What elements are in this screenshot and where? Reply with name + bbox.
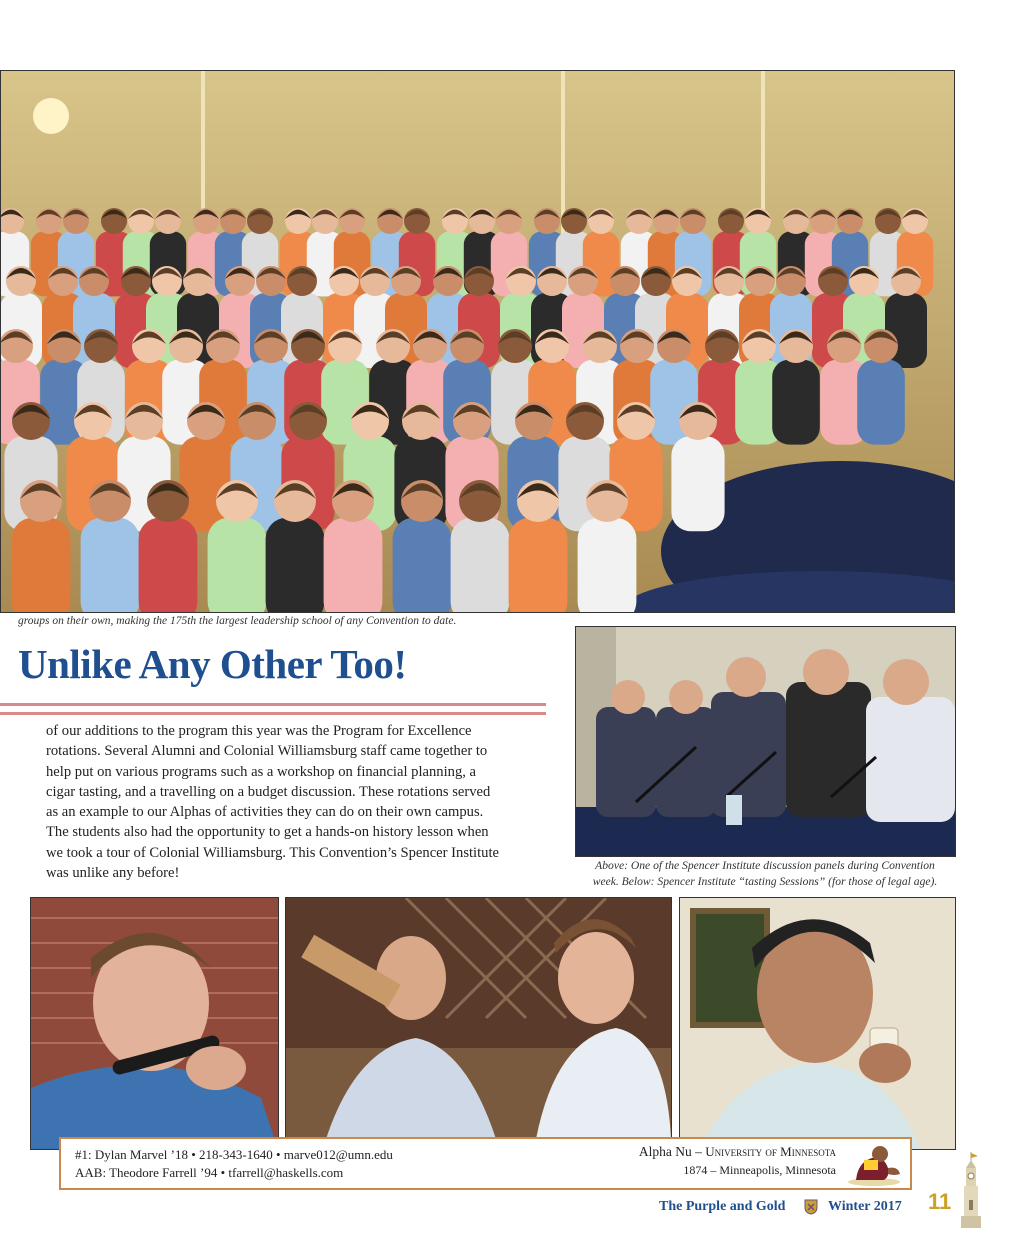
- crest-icon: [804, 1199, 818, 1215]
- page-number: 11: [928, 1189, 952, 1214]
- footer-issue: Winter 2017: [828, 1199, 902, 1214]
- chapter-contact-box: [59, 1137, 912, 1190]
- person-body: [324, 518, 383, 612]
- body-line: was unlike any before!: [46, 865, 180, 882]
- chapter-name: [639, 1144, 836, 1160]
- chapter-dash: –: [691, 1144, 706, 1159]
- body-line: we took a tour of Colonial Williamsburg. This Convention’s Spencer Institute: [46, 844, 499, 861]
- chapter-greek: Alpha Nu: [638, 1144, 692, 1159]
- body-line: help put on various programs such as a workshop on financial planning, a: [46, 763, 477, 780]
- contact-president: #1: Dylan Marvel ’18 • 218-343-1640 • marve012@umn.edu: [75, 1147, 393, 1162]
- body-line: cigar tasting, and a travelling on a budget discussion. These rotations served: [46, 783, 491, 800]
- gopher-logo: [844, 1142, 904, 1186]
- person-body: [772, 360, 820, 445]
- caption-line: week. Below: Spencer Institute “tasting Sessions” (for those of legal age).: [592, 874, 938, 888]
- caption-line: Above: One of the Spencer Institute discussion panels during Convention: [595, 859, 935, 872]
- chapter-school: University of Minnesota: [705, 1144, 836, 1159]
- tower-icon: [958, 1150, 984, 1230]
- article-body: [46, 721, 546, 883]
- person-body: [266, 518, 325, 612]
- person-body: [208, 518, 267, 612]
- headline-rule-bottom: [0, 712, 546, 715]
- chapter-founding: 1874 – Minneapolis, Minnesota: [683, 1163, 836, 1177]
- person-body: [671, 436, 724, 531]
- group-photo: [0, 70, 955, 613]
- group-photo-caption: groups on their own, making the 175th the largest leadership school of any Convention to date.: [18, 615, 457, 627]
- person-body: [393, 518, 452, 612]
- tasting-photo-2: [285, 897, 672, 1140]
- person-body: [139, 518, 198, 612]
- body-line: as an example to our Alphas of activities they can do on their own campus.: [46, 804, 484, 821]
- footer-publication: The Purple and Gold: [659, 1199, 786, 1214]
- panel-discussion-photo: [575, 626, 956, 857]
- panel-photo-caption: [578, 858, 952, 889]
- person-body: [451, 518, 510, 612]
- contact-advisor: AAB: Theodore Farrell ’94 • tfarrell@haskells.com: [75, 1165, 344, 1180]
- headline-rule-top: [0, 703, 546, 706]
- person-body: [81, 518, 140, 612]
- tasting-photo-3: [679, 897, 956, 1150]
- body-line: of our additions to the program this year was the Program for Excellence: [46, 723, 472, 739]
- body-line: rotations. Several Alumni and Colonial Williamsburg staff came together to: [46, 743, 488, 760]
- person-body: [12, 518, 71, 612]
- body-line: The students also had the opportunity to get a hands-on history lesson when: [46, 824, 489, 841]
- headline: Unlike Any Other Too!: [18, 641, 407, 687]
- person-body: [578, 518, 637, 612]
- tasting-photo-1: [30, 897, 279, 1150]
- person-body: [509, 518, 568, 612]
- person-body: [857, 360, 905, 445]
